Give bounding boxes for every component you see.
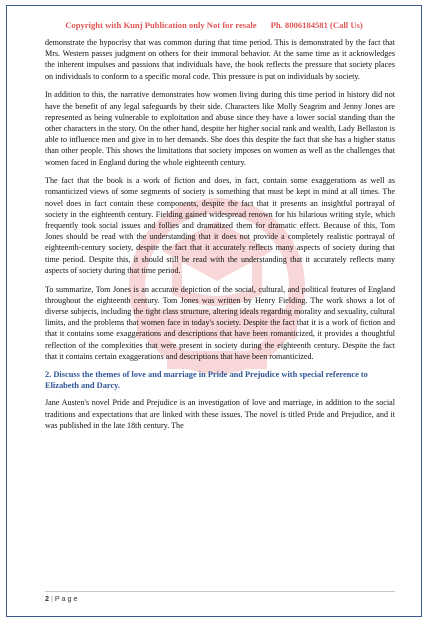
footer-separator: | (51, 594, 53, 603)
body-paragraph: To summarize, Tom Jones is an accurate depiction of the social, cultural, and political features of England throughout the eighteenth century. Tom Jones was written by Henry Fielding. The work shows a lot of diverse subjects, including the tight class structure, altering ideals regarding morality and sexuality, cultural limits, and the problems that women face in today's society. Despite the fact that it is a work of fiction and that it contains some exaggerations and descriptions that have been romanticized, it provides a thoughtful reflection of the complexities that were present in society during the eighteenth century. Despite the fact that it contains certain exaggerations and descriptions that have been romanticized. (45, 284, 395, 361)
page-footer (45, 591, 395, 603)
page-frame (6, 5, 422, 617)
body-paragraph: demonstrate the hypocrisy that was common during that time period. This is demonstrated by the fact that Mrs. Western passes judgment on others for their immoral behavior. At the same time as it acknowledges the inherent impulses and passions that individuals have, the book reflects the pressure that society places on individuals to conform to a specific moral code. This pressure is put on individuals by society. (45, 38, 395, 81)
page-label: P a g e (54, 594, 78, 603)
page-number: 2 (45, 594, 49, 603)
body-paragraph: The fact that the book is a work of fiction and does, in fact, contain some exaggerations as well as romanticized views of some segments of society is something that must be kept in mind at all times. The novel does in fact contain these components, despite the fact that it presents an insightful portrayal of society in the eighteenth century. Fielding gained widespread renown for his hilarious writing style, which frequently took social issues and follies and dramatized them for dramatic effect. Because of this, Tom Jones should be read with the understanding that it does not provide a completely realistic portrayal of eighteenth-century society, despite the fact that it accurately reflects many aspects of society during that time period. Despite this, it should still be read with the understanding that it accurately reflects many aspects of society during that time period. (45, 176, 395, 275)
page-header (7, 20, 421, 30)
copyright-notice: Copyright with Kunj Publication only Not for resale (65, 20, 257, 30)
question-heading: 2. Discuss the themes of love and marriage in Pride and Prejudice with special reference to Elizabeth and Darcy. (45, 370, 368, 391)
answer-paragraph: Jane Austen's novel Pride and Prejudice is an investigation of love and marriage, in addition to the social traditions and expectations that are linked with these issues. The novel is titled Pride and Prejudice, and it was published in the late 18th century. The (45, 398, 395, 430)
phone-number: Ph. 8006184581 (Call Us) (270, 20, 363, 30)
body-paragraph: In addition to this, the narrative demonstrates how women living during this time period in history did not have the benefit of any legal safeguards by their side. Characters like Molly Seagrim and Jenny Jones are represented as being vulnerable to exploitation and abuse since they have a lower social standing than the other characters in the story. On the other hand, despite her higher social rank and wealth, Lady Bellaston is able to influence men and give in to her demands. She does this despite the fact that she has a higher status than other people. This shows the limitations that society imposes on women as well as the challenges that women faced in England during the whole eighteenth century. (45, 90, 395, 167)
page-body (45, 37, 395, 439)
